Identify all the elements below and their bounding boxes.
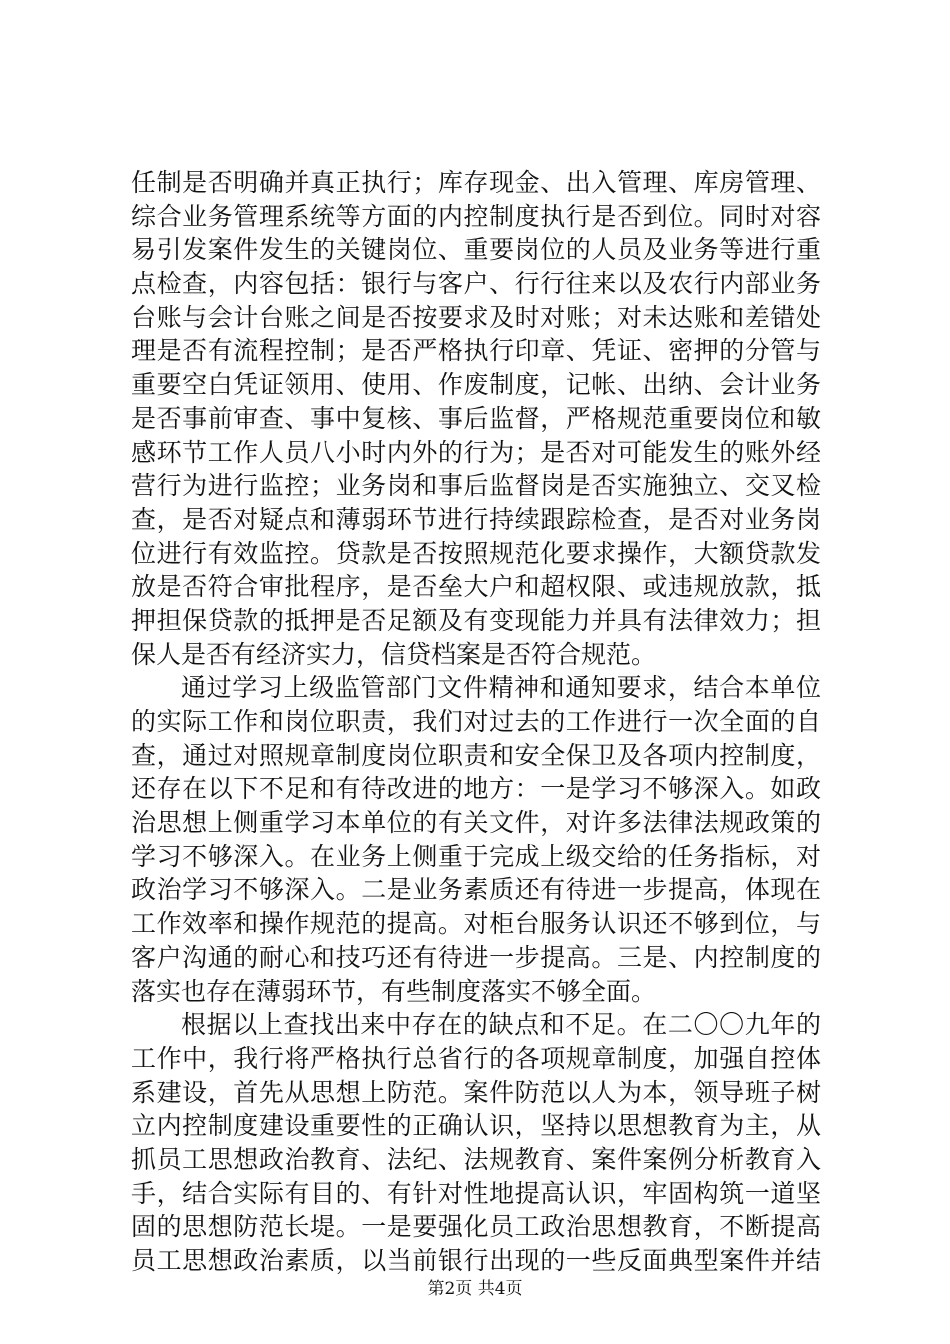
text-line: 的实际工作和岗位职责，我们对过去的工作进行一次全面的自: [131, 707, 821, 736]
text-line: 重要空白凭证领用、使用、作废制度，记帐、出纳、会计业务: [131, 370, 821, 400]
text-line: 点检查，内容包括：银行与客户、行行往来以及农行内部业务: [131, 269, 821, 299]
paragraph-2: [131, 671, 821, 1008]
text-line: 通过学习上级监管部门文件精神和通知要求，结合本单位: [181, 673, 821, 703]
text-line: 抓员工思想政治教育、法纪、法规教育、案件案例分析教育入: [131, 1144, 821, 1174]
text-line: 营行为进行监控；业务岗和事后监督岗是否实施独立、交叉检: [131, 471, 821, 501]
text-line: 押担保贷款的抵押是否足额及有变现能力并具有法律效力；担: [131, 605, 821, 635]
text-line: 根据以上查找出来中存在的缺点和不足。在二〇〇九年的: [181, 1010, 821, 1040]
text-line: 台账与会计台账之间是否按要求及时对账；对未达账和差错处: [131, 302, 821, 332]
text-line: 手，结合实际有目的、有针对性地提高认识，牢固构筑一道坚: [131, 1178, 821, 1208]
text-line: 查，通过对照规章制度岗位职责和安全保卫及各项内控制度，: [131, 740, 821, 770]
text-line: 落实也存在薄弱环节，有些制度落实不够全面。: [131, 976, 657, 1006]
text-line: 学习不够深入。在业务上侧重于完成上级交给的任务指标，对: [131, 841, 821, 871]
text-line: 工作效率和操作规范的提高。对柜台服务认识还不够到位，与: [131, 909, 821, 939]
text-line: 是否事前审查、事中复核、事后监督，严格规范重要岗位和敏: [131, 403, 821, 433]
text-line: 固的思想防范长堤。一是要强化员工政治思想教育，不断提高: [131, 1212, 821, 1242]
text-line: 理是否有流程控制；是否严格执行印章、凭证、密押的分管与: [131, 336, 821, 366]
text-line: 客户沟通的耐心和技巧还有待进一步提高。三是、内控制度的: [131, 942, 821, 972]
paragraph-3: [131, 1008, 821, 1278]
text-line: 治思想上侧重学习本单位的有关文件，对许多法律法规政策的: [131, 808, 821, 838]
text-line: 员工思想政治素质，以当前银行出现的一些反面典型案件并结: [131, 1246, 821, 1275]
text-line: 位进行有效监控。贷款是否按照规范化要求操作，大额贷款发: [131, 538, 821, 568]
text-line: 查，是否对疑点和薄弱环节进行持续跟踪检查，是否对业务岗: [131, 504, 821, 534]
text-line: 感环节工作人员八小时内外的行为；是否对可能发生的账外经: [131, 437, 821, 467]
document-body: [131, 166, 821, 1278]
text-line: 综合业务管理系统等方面的内控制度执行是否到位。同时对容: [131, 201, 821, 231]
text-line: 工作中，我行将严格执行总省行的各项规章制度，加强自控体: [131, 1043, 821, 1073]
paragraph-1: [131, 166, 821, 671]
text-line: 立内控制度建设重要性的正确认识，坚持以思想教育为主，从: [131, 1111, 821, 1141]
page-footer: 第2页 共4页: [427, 1279, 523, 1299]
text-line: 保人是否有经济实力，信贷档案是否符合规范。: [131, 639, 657, 669]
text-line: 系建设，首先从思想上防范。案件防范以人为本，领导班子树: [131, 1077, 821, 1107]
text-line: 还存在以下不足和有待改进的地方：一是学习不够深入。如政: [131, 774, 821, 804]
text-line: 易引发案件发生的关键岗位、重要岗位的人员及业务等进行重: [131, 235, 821, 265]
text-line: 任制是否明确并真正执行；库存现金、出入管理、库房管理、: [131, 168, 821, 197]
text-line: 政治学习不够深入。二是业务素质还有待进一步提高，体现在: [131, 875, 821, 905]
text-line: 放是否符合审批程序，是否垒大户和超权限、或违规放款，抵: [131, 572, 821, 602]
